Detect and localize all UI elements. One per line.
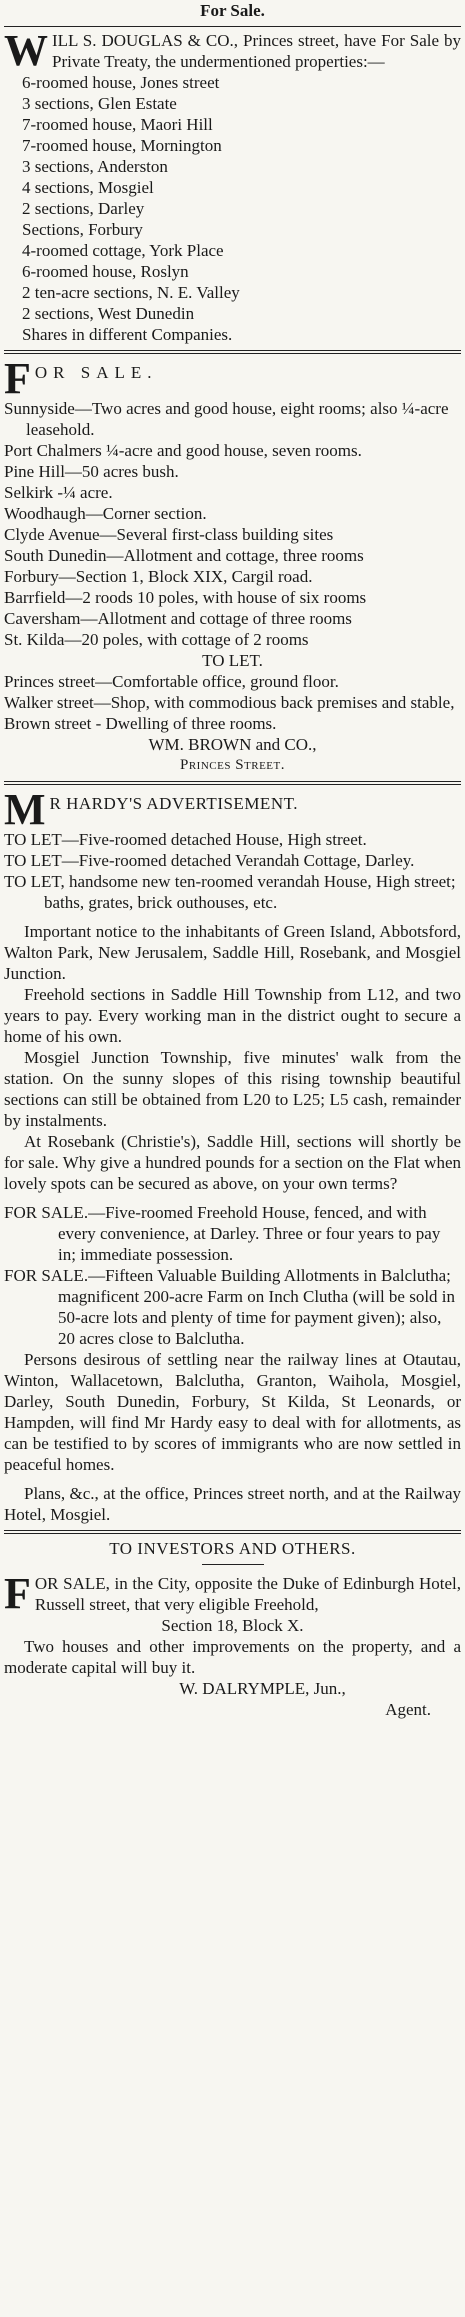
to-let-item: TO LET—Five-roomed detached House, High street. [4, 830, 367, 849]
divider [4, 350, 461, 354]
ad-douglas-intro-text: ILL S. DOUGLAS & CO., Princes street, have For Sale by Private Treaty, the undermentioned properties:— [52, 31, 461, 71]
to-let-heading: TO LET. [202, 651, 263, 670]
page-title: For Sale. [200, 1, 265, 20]
list-item: Woodhaugh—Corner section. [4, 504, 207, 523]
for-sale-item: FOR SALE.—Five-roomed Freehold House, fenced, and with every convenience, at Darley. Three or four years to pay in; immediate possession. [4, 1203, 441, 1264]
paragraph: Persons desirous of settling near the railway lines at Otautau, Winton, Wallacetown, Balclutha, Granton, Waihola, Mosgiel, Darley, South Dunedin, Forbury, St Kilda, St Leonards, or Hampden, will find Mr Hardy easy to deal with for allotments, as can be testified to by scores of immigrants who are now settled in peaceful homes. [4, 1350, 461, 1474]
ad-hardy-heading-text: R HARDY'S ADVERTISEMENT. [49, 794, 298, 813]
ad-dalrymple-intro-text: OR SALE, in the City, opposite the Duke of Edinburgh Hotel, Russell street, that very eligible Freehold, [34, 1574, 461, 1614]
list-item: Sections, Forbury [22, 220, 143, 239]
for-sale-item: FOR SALE.—Fifteen Valuable Building Allotments in Balclutha; magnificent 200-acre Farm on Inch Clutha (will be sold in 50-acre lots and plenty of time for payment given); also, 20 acres close to Balclutha. [4, 1266, 456, 1348]
list-item: South Dunedin—Allotment and cottage, three rooms [4, 546, 364, 565]
list-item: Caversham—Allotment and cottage of three rooms [4, 609, 352, 628]
list-item: St. Kilda—20 poles, with cottage of 2 rooms [4, 630, 309, 649]
paragraph: At Rosebank (Christie's), Saddle Hill, sections will shortly be for sale. Why give a hundred pounds for a section on the Flat when lovely spots can be secured as above, on your own terms? [4, 1132, 461, 1193]
signature: WM. BROWN and CO., [148, 735, 317, 754]
ad-douglas-intro [4, 26, 461, 75]
divider [4, 26, 461, 27]
list-item: 3 sections, Anderston [22, 157, 168, 176]
dropcap: F [4, 354, 31, 403]
to-let-item: TO LET—Five-roomed detached Verandah Cottage, Darley. [4, 851, 415, 870]
address: Princes Street. [179, 757, 286, 773]
paragraph: Two houses and other improvements on the property, and a moderate capital will buy it. [4, 1637, 461, 1677]
paragraph: Important notice to the inhabitants of Green Island, Abbotsford, Walton Park, New Jerusalem, Saddle Hill, Rosebank, and Mosgiel Junction. [4, 922, 461, 983]
list-item: 2 ten-acre sections, N. E. Valley [22, 283, 240, 302]
list-item: Shares in different Companies. [22, 325, 233, 344]
dropcap: F [4, 1569, 31, 1618]
list-item: 3 sections, Glen Estate [22, 94, 177, 113]
list-item: Forbury—Section 1, Block XIX, Cargil road. [4, 567, 313, 586]
to-let-item: TO LET, handsome new ten-roomed verandah House, High street; baths, grates, brick outhouses, etc. [4, 872, 456, 912]
list-item: 2 sections, West Dunedin [22, 304, 195, 323]
list-item: Barrfield—2 roods 10 poles, with house of six rooms [4, 588, 367, 607]
list-item: Princes street—Comfortable office, ground floor. [4, 672, 339, 691]
ad-dalrymple-heading: TO INVESTORS AND OTHERS. [109, 1539, 356, 1558]
spacer [4, 1194, 461, 1202]
list-item: 2 sections, Darley [22, 199, 145, 218]
spacer [4, 1475, 461, 1483]
ad-brown-heading-text: OR SALE. [34, 363, 158, 382]
list-item: Pine Hill—50 acres bush. [4, 462, 179, 481]
paragraph: Plans, &c., at the office, Princes street north, and at the Railway Hotel, Mosgiel. [4, 1484, 461, 1524]
list-item: Port Chalmers ¼-acre and good house, seven rooms. [4, 441, 362, 460]
list-item: 7-roomed house, Maori Hill [22, 115, 213, 134]
list-item: 4 sections, Mosgiel [22, 178, 154, 197]
list-item: 6-roomed house, Jones street [22, 73, 220, 92]
spacer [4, 913, 461, 921]
paragraph: Freehold sections in Saddle Hill Township from L12, and two years to pay. Every working man in the district ought to secure a home of his own. [4, 985, 461, 1046]
divider [4, 1530, 461, 1534]
paragraph: Mosgiel Junction Township, five minutes' walk from the station. On the sunny slopes of this rising township beautiful sections can still be obtained from L20 to L25; L5 cash, remainder by instalments. [4, 1048, 461, 1130]
dropcap: W [4, 26, 48, 75]
list-item: Sunnyside—Two acres and good house, eight rooms; also ¼-acre leasehold. [4, 399, 449, 439]
ad-brown [4, 354, 461, 776]
ad-hardy [4, 785, 461, 1525]
ad-dalrymple [4, 1538, 461, 1720]
list-item: 7-roomed house, Mornington [22, 136, 222, 155]
list-item: 6-roomed house, Roslyn [22, 262, 189, 281]
divider [4, 781, 461, 785]
list-item: Clyde Avenue—Several first-class building sites [4, 525, 334, 544]
list-item: Walker street—Shop, with commodious back premises and stable, [4, 693, 455, 712]
agent-role: Agent. [385, 1700, 431, 1719]
list-item: Brown street - Dwelling of three rooms. [4, 714, 277, 733]
divider [202, 1564, 264, 1565]
property-list [4, 72, 461, 345]
list-item: Selkirk -¼ acre. [4, 483, 113, 502]
signature: W. DALRYMPLE, Jun., [179, 1679, 346, 1698]
section-number: Section 18, Block X. [161, 1616, 304, 1635]
ad-dalrymple-intro [4, 1569, 461, 1618]
list-item: 4-roomed cottage, York Place [22, 241, 224, 260]
ad-brown-heading [4, 354, 461, 403]
ad-douglas [4, 26, 461, 345]
dropcap: M [4, 785, 46, 834]
ad-hardy-heading [4, 785, 461, 834]
